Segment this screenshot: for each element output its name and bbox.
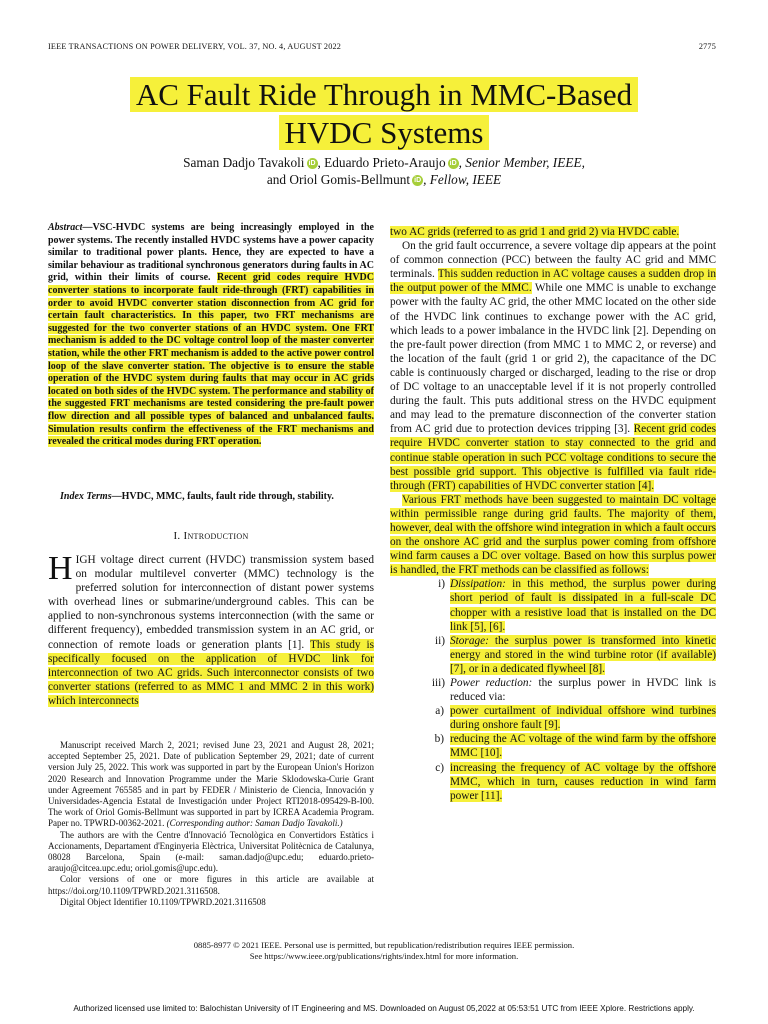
paper-title <box>0 76 768 152</box>
author-2: , Eduardo Prieto-Araujo <box>317 155 446 170</box>
footnote <box>48 740 374 908</box>
index-terms <box>48 491 374 504</box>
author-list <box>0 154 768 188</box>
orcid-icon[interactable]: iD <box>414 177 422 184</box>
sub-list-item <box>408 761 716 803</box>
list-item-number: i) <box>438 578 445 591</box>
author-3-role: , Fellow, IEEE <box>423 172 502 187</box>
title-line-1: AC Fault Ride Through in MMC-Based <box>130 77 638 112</box>
abstract-text: VSC-HVDC systems are being increasingly employed in the power systems. The recently installed HVDC systems have a power capacity similar to traditional power plants. Hence, they are expected to have a similar behaviour as traditional synchronous generators during faults in AC grid, within their limits of course. <box>48 222 374 284</box>
sub-item-text: power curtailment of individual offshore wind turbines during onshore fault [9]. <box>450 705 716 732</box>
drop-cap: H <box>48 550 73 587</box>
abstract-highlight: Recent grid codes require HVDC converter stations to incorporate fault ride-through (FRT) capabilities in order to avoid HVDC converter station disconnection from AC grid for certain fault characteristics. In this paper, two FRT mechanisms are suggested for the two converter stations of an HVDC system. One FRT mechanism is added to the DC voltage control loop of the master converter station, while the other FRT mechanism is added to the active power control loop of the slave converter station. The objective is to ensure the stable operation of the HVDC system during faults that may occur in AC grids located on both sides of the HVDC system. The performance and stability of the suggested FRT mechanisms are tested considering the pre-fault power flow direction and all possible types of balanced and unbalanced faults. Simulation results confirm the effectiveness of the FRT mechanisms and revealed the critical modes during FRT operation. <box>48 272 374 448</box>
section-heading <box>48 530 374 542</box>
authorized-use-banner: Authorized licensed use limited to: Balochistan University of IT Engineering and MS. Downloaded on August 05,2022 at 05:53:51 UTC from IEEE Xplore. Restrictions apply. <box>73 1004 695 1013</box>
abstract-dash: — <box>82 222 93 233</box>
continued-text: two AC grids (referred to as grid 1 and grid 2) via HVDC cable. <box>390 226 680 238</box>
frt-methods-text: Various FRT methods have been suggested to maintain DC voltage within permissible range during grid faults. The majority of them, however, deal with the offshore wind integration in which a fault occurs on the onshore AC grid and the surplus power coming from offshore wind farm causes a DC over voltage. Based on how this surplus power is handled, the FRT methods can be classified as follows: <box>390 493 716 577</box>
footnote-corresponding: (Corresponding author: Saman Dadjo Tavakoli.) <box>166 818 343 829</box>
sub-item-text: increasing the frequency of AC voltage by the offshore MMC, which in turn, causes reduction in wind farm power [11]. <box>450 761 716 802</box>
fault-text-a: On the grid fault occurrence, a severe voltage dip appears at the point of common connection (PCC) between the faulty AC grid and MMC terminals. <box>390 240 716 281</box>
journal-info: IEEE TRANSACTIONS ON POWER DELIVERY, VOL. 37, NO. 4, AUGUST 2022 <box>48 42 342 51</box>
footnote-affiliation: The authors are with the Centre d'Innovació Tecnològica en Convertidors Estàtics i Accionaments, Departament d'Enginyeria Elèctrica, Universitat Politècnica de Catalunya, 08028 Barcelona, Spain (e-mail: saman.dadjo@upc.edu; eduardo.prieto-araujo@citcea.upc.edu; oriol.gomis@upc.edu). <box>48 829 374 874</box>
index-terms-text: HVDC, MMC, faults, fault ride through, stability. <box>121 491 334 502</box>
list-item-number: iii) <box>431 677 445 689</box>
list-item-label: Storage: <box>450 634 489 647</box>
sub-list-item <box>408 704 716 732</box>
section-number: I. <box>173 530 184 542</box>
sub-item-text: reducing the AC voltage of the wind farm by the offshore MMC [10]. <box>450 733 716 760</box>
index-terms-dash: — <box>111 491 122 502</box>
sub-item-number: b) <box>434 733 444 746</box>
list-item <box>390 676 716 704</box>
author-1: Saman Dadjo Tavakoli <box>183 155 305 170</box>
intro-highlight: This study is specifically focused on the application of HVDC link for interconnection of two AC grids. Such interconnector consists of two converter stations (referred to as MMC 1 and MMC 2 in this work) which interconnects <box>48 638 375 707</box>
fault-text-b: This sudden reduction in AC voltage causes a sudden drop in the output power of the MMC. <box>390 268 716 295</box>
list-item-text: the surplus power in HVDC link is reduced via: <box>450 677 716 704</box>
index-terms-label: Index Terms <box>60 491 112 502</box>
footnote-manuscript: Manuscript received March 2, 2021; revised June 23, 2021 and August 28, 2021; accepted September 25, 2021. Date of publication September 29, 2021; date of current version July 25, 2022. This work was supported in part by the European Union's Horizon 2020 Research and Innovation Programme under the Marie Sklodowska-Curie Grant under Agreement 765585 and in part by FEDER / Ministerio de Ciencia, Innovación y Universidades-Agencia Estatal de Investigación under Project RTI2018-095429-B-I00. The work of Oriol Gomis-Bellmunt was supported in part by ICREA Academia Program. Paper no. TPWRD-00362-2021. <box>48 740 374 829</box>
author-3: and Oriol Gomis-Bellmunt <box>266 172 411 187</box>
footnote-doi: Digital Object Identifier 10.1109/TPWRD.2021.3116508 <box>60 896 266 907</box>
list-item-label: Dissipation: <box>450 578 506 591</box>
list-item-number: ii) <box>434 634 445 647</box>
list-item <box>390 634 716 676</box>
method-list <box>390 577 716 803</box>
author-2-role: , Senior Member, IEEE, <box>458 155 585 170</box>
section-title: Introduction <box>183 530 249 542</box>
intro-text: IGH voltage direct current (HVDC) transmission system based on modular multilevel converter (MMC) technology is the preferred solution for interconnection of distant power systems with overhead lines or submarine/underground cables. This can be applied to non-synchronous systems interconnection (with the same or different frequency), embedded transmission system in an AC grid, or connection of remote loads or generation plants [1]. <box>48 554 374 651</box>
title-line-2: HVDC Systems <box>279 115 490 150</box>
introduction-text <box>48 550 375 708</box>
copyright-line: 0885-8977 © 2021 IEEE. Personal use is permitted, but republication/redistribution requires IEEE permission. <box>193 940 575 950</box>
right-column <box>390 225 716 803</box>
orcid-icon[interactable]: iD <box>308 160 316 167</box>
footnote-color: Color versions of one or more figures in this article are available at https://doi.org/10.1109/TPWRD.2021.3116508. <box>48 874 374 896</box>
copyright-notice <box>0 940 768 962</box>
fault-text-c: While one MMC is unable to exchange power with the faulty AC grid, the other MMC located on the other side of the HVDC link continues to exchange power with the AC grid, which leads to a power imbalance in the HVDC link [2]. Depending on the pre-fault power direction (from MMC 1 to MMC 2, or reverse) and the location of the fault (grid 1 or grid 2), the capacitance of the DC cable is continuously charged or discharged, leading to the rise or drop of DC voltage to an unacceptable level if it is not properly controlled during the fault. This puts additional stress on the HVDC equipment and may lead to the premature disconnection of the converter station from AC grid due to protection devices tripping [3]. <box>390 282 716 436</box>
fault-text-d: Recent grid codes require HVDC converter station to stay connected to the grid and continue stable operation in such PCC voltage conditions to secure the best possible grid support. This objective is fulfilled via fault ride-through (FRT) capabilities of HVDC converter station [4]. <box>390 423 717 492</box>
list-item-text: the surplus power is transformed into kinetic energy and stored in the wind turbine rotor (if available) [7], or in a dedicated flywheel [8]. <box>450 634 716 675</box>
sub-list-item <box>408 732 716 760</box>
running-header <box>48 42 716 51</box>
rights-link: See https://www.ieee.org/publications/rights/index.html for more information. <box>249 951 519 961</box>
page-number: 2775 <box>698 42 716 51</box>
orcid-icon[interactable]: iD <box>449 160 457 167</box>
list-item-label: Power reduction: <box>450 677 533 689</box>
sub-item-number: c) <box>435 761 444 774</box>
list-item <box>390 577 716 633</box>
abstract-label: Abstract <box>48 222 83 233</box>
sub-item-number: a) <box>435 705 444 718</box>
abstract <box>48 222 374 449</box>
list-item-text: in this method, the surplus power during short period of fault is dissipated in a full-scale DC chopper with a resistive load that is installed on the DC link [5], [6]. <box>450 578 716 633</box>
